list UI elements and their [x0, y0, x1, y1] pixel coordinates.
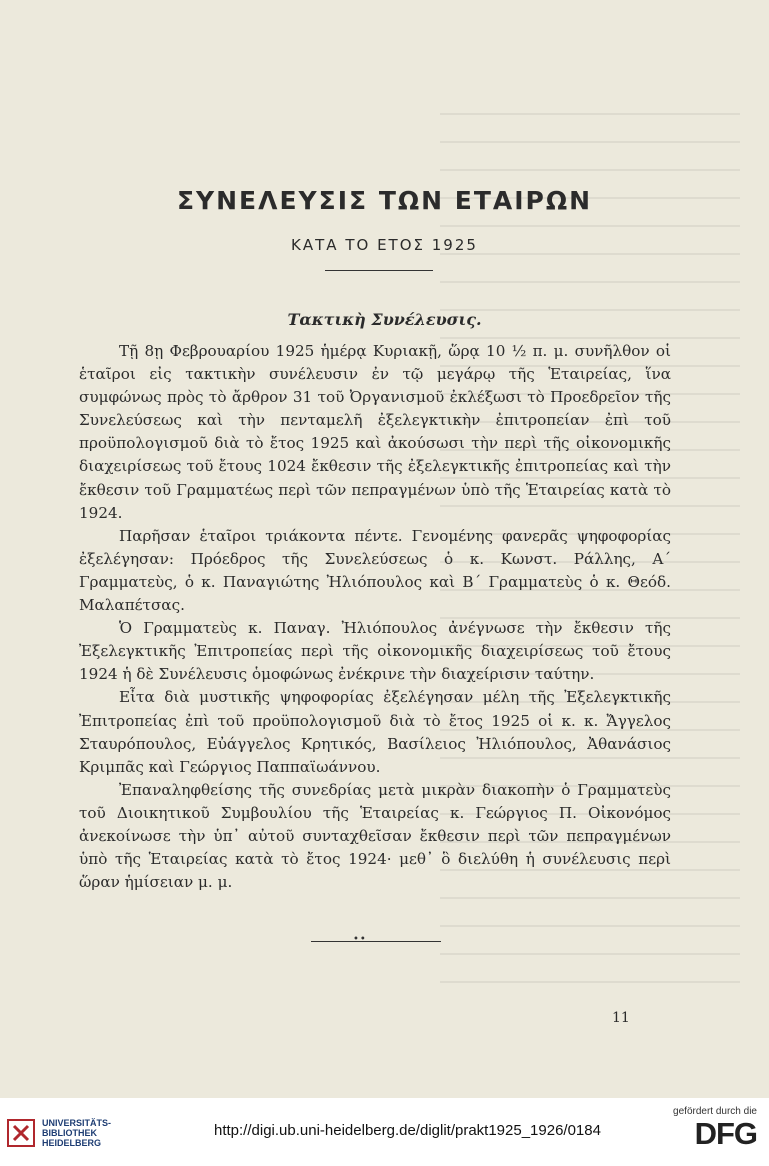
library-name-line: UNIVERSITÄTS-: [42, 1118, 112, 1128]
dfg-logo[interactable]: [673, 1106, 757, 1151]
title-divider: [325, 270, 433, 271]
paragraph: Τῇ 8ῃ Φεβρουαρίου 1925 ἡμέρᾳ Κυριακῇ, ὥρᾳ 10 ½ π. μ. συνῆλθον οἱ ἑταῖροι εἰς τακτικὴν συνέλευσιν ἐν τῷ μεγάρῳ τῆς Ἑταιρείας, ἵνα συμφώνως πρὸς τὸ ἄρθρον 31 τοῦ Ὀργανισμοῦ ἐκλέξωσι τὸ Προεδρεῖον τῆς Συνελεύσεως καὶ τὴν πενταμελῆ ἐξελεγκτικὴν ἐπιτροπείαν ἐπὶ τοῦ προϋπολογισμοῦ διὰ τὸ ἔτος 1925 καὶ ἀκούσωσι τὴν περὶ τῆς οἰκονομικῆς διαχειρίσεως τοῦ ἔτους 1024 ἔκθεσιν τῆς ἐξελεγκτικῆς ἐπιτροπείας καὶ τὴν ἔκθεσιν τοῦ Γραμματέως περὶ τῶν πεπραγμένων ὑπὸ τῆς Ἑταιρείας κατὰ τὸ 1924.: [79, 342, 671, 522]
library-name-line: BIBLIOTHEK: [42, 1128, 97, 1138]
page-number: 11: [612, 1010, 630, 1026]
page-subtitle: ΚΑΤΑ ΤΟ ΕΤΟΣ 1925: [291, 236, 478, 254]
library-name-line: HEIDELBERG: [42, 1138, 102, 1148]
funded-by-label: gefördert durch die: [673, 1106, 757, 1117]
paragraph: Ὁ Γραμματεὺς κ. Παναγ. Ἠλιόπουλος ἀνέγνωσε τὴν ἔκθεσιν τῆς Ἐξελεγκτικῆς Ἐπιτροπείας περὶ τῆς οἰκονομικῆς διαχειρίσεως τοῦ ἔτους 1924 ἡ δὲ Συνέλευσις ὁμοφώνως ἐνέκρινε τὴν διαχείρισιν ταύτην.: [79, 619, 671, 684]
paragraph: Ἐπαναληφθείσης τῆς συνεδρίας μετὰ μικρὰν διακοπὴν ὁ Γραμματεὺς τοῦ Διοικητικοῦ Συμβουλίου τῆς Ἑταιρείας κ. Γεώργιος Π. Οἰκονόμος ἀνεκοίνωσε τὴν ὑπ᾽ αὐτοῦ συνταχθεῖσαν ἔκθεσιν περὶ τῶν πεπραγμένων ὑπὸ τῆς Ἑταιρείας κατὰ τὸ ἔτος 1924· μεθ᾽ ὃ διελύθη ἡ συνέλευσις περὶ ὥραν ἡμίσειαν μ. μ.: [79, 780, 671, 892]
section-heading: Τακτικὴ Συνέλευσις.: [287, 310, 482, 329]
footer-bar: [0, 1098, 769, 1166]
source-url-link[interactable]: http://digi.ub.uni-heidelberg.de/diglit/prakt1925_1926/0184: [214, 1122, 601, 1139]
end-divider: [311, 941, 441, 942]
library-name: [42, 1118, 111, 1148]
university-library-logo[interactable]: [6, 1118, 111, 1148]
paragraph: Εἶτα διὰ μυστικῆς ψηφοφορίας ἐξελέγησαν μέλη τῆς Ἐξελεγκτικῆς Ἐπιτροπείας ἐπὶ τοῦ προϋπολογισμοῦ διὰ τὸ ἔτος 1925 οἱ κ. κ. Ἄγγελος Σταυρόπουλος, Εὐάγγελος Κρητικός, Βασίλειος Ἠλιόπουλος, Ἀθανάσιος Κριμπᾶς καὶ Γεώργιος Παππαϊωάννου.: [79, 688, 671, 776]
body-text: [79, 340, 671, 894]
paragraph: Παρῆσαν ἑταῖροι τριάκοντα πέντε. Γενομένης φανερᾶς ψηφοφορίας ἐξελέγησαν: Πρόεδρος τῆς Συνελεύσεως ὁ κ. Κωνστ. Ράλλης, Α΄ Γραμματεὺς, ὁ κ. Παναγιώτης Ἠλιόπουλος καὶ Β΄ Γραμματεὺς ὁ κ. Θεόδ. Μαλαπέτσας.: [79, 526, 671, 615]
page-title: ΣΥΝΕΛΕΥΣΙΣ ΤΩΝ ΕΤΑΙΡΩΝ: [176, 186, 593, 215]
dfg-logo-text: DFG: [694, 1116, 757, 1151]
end-divider-ornament: ••: [353, 934, 367, 945]
library-seal-icon: [6, 1118, 36, 1148]
